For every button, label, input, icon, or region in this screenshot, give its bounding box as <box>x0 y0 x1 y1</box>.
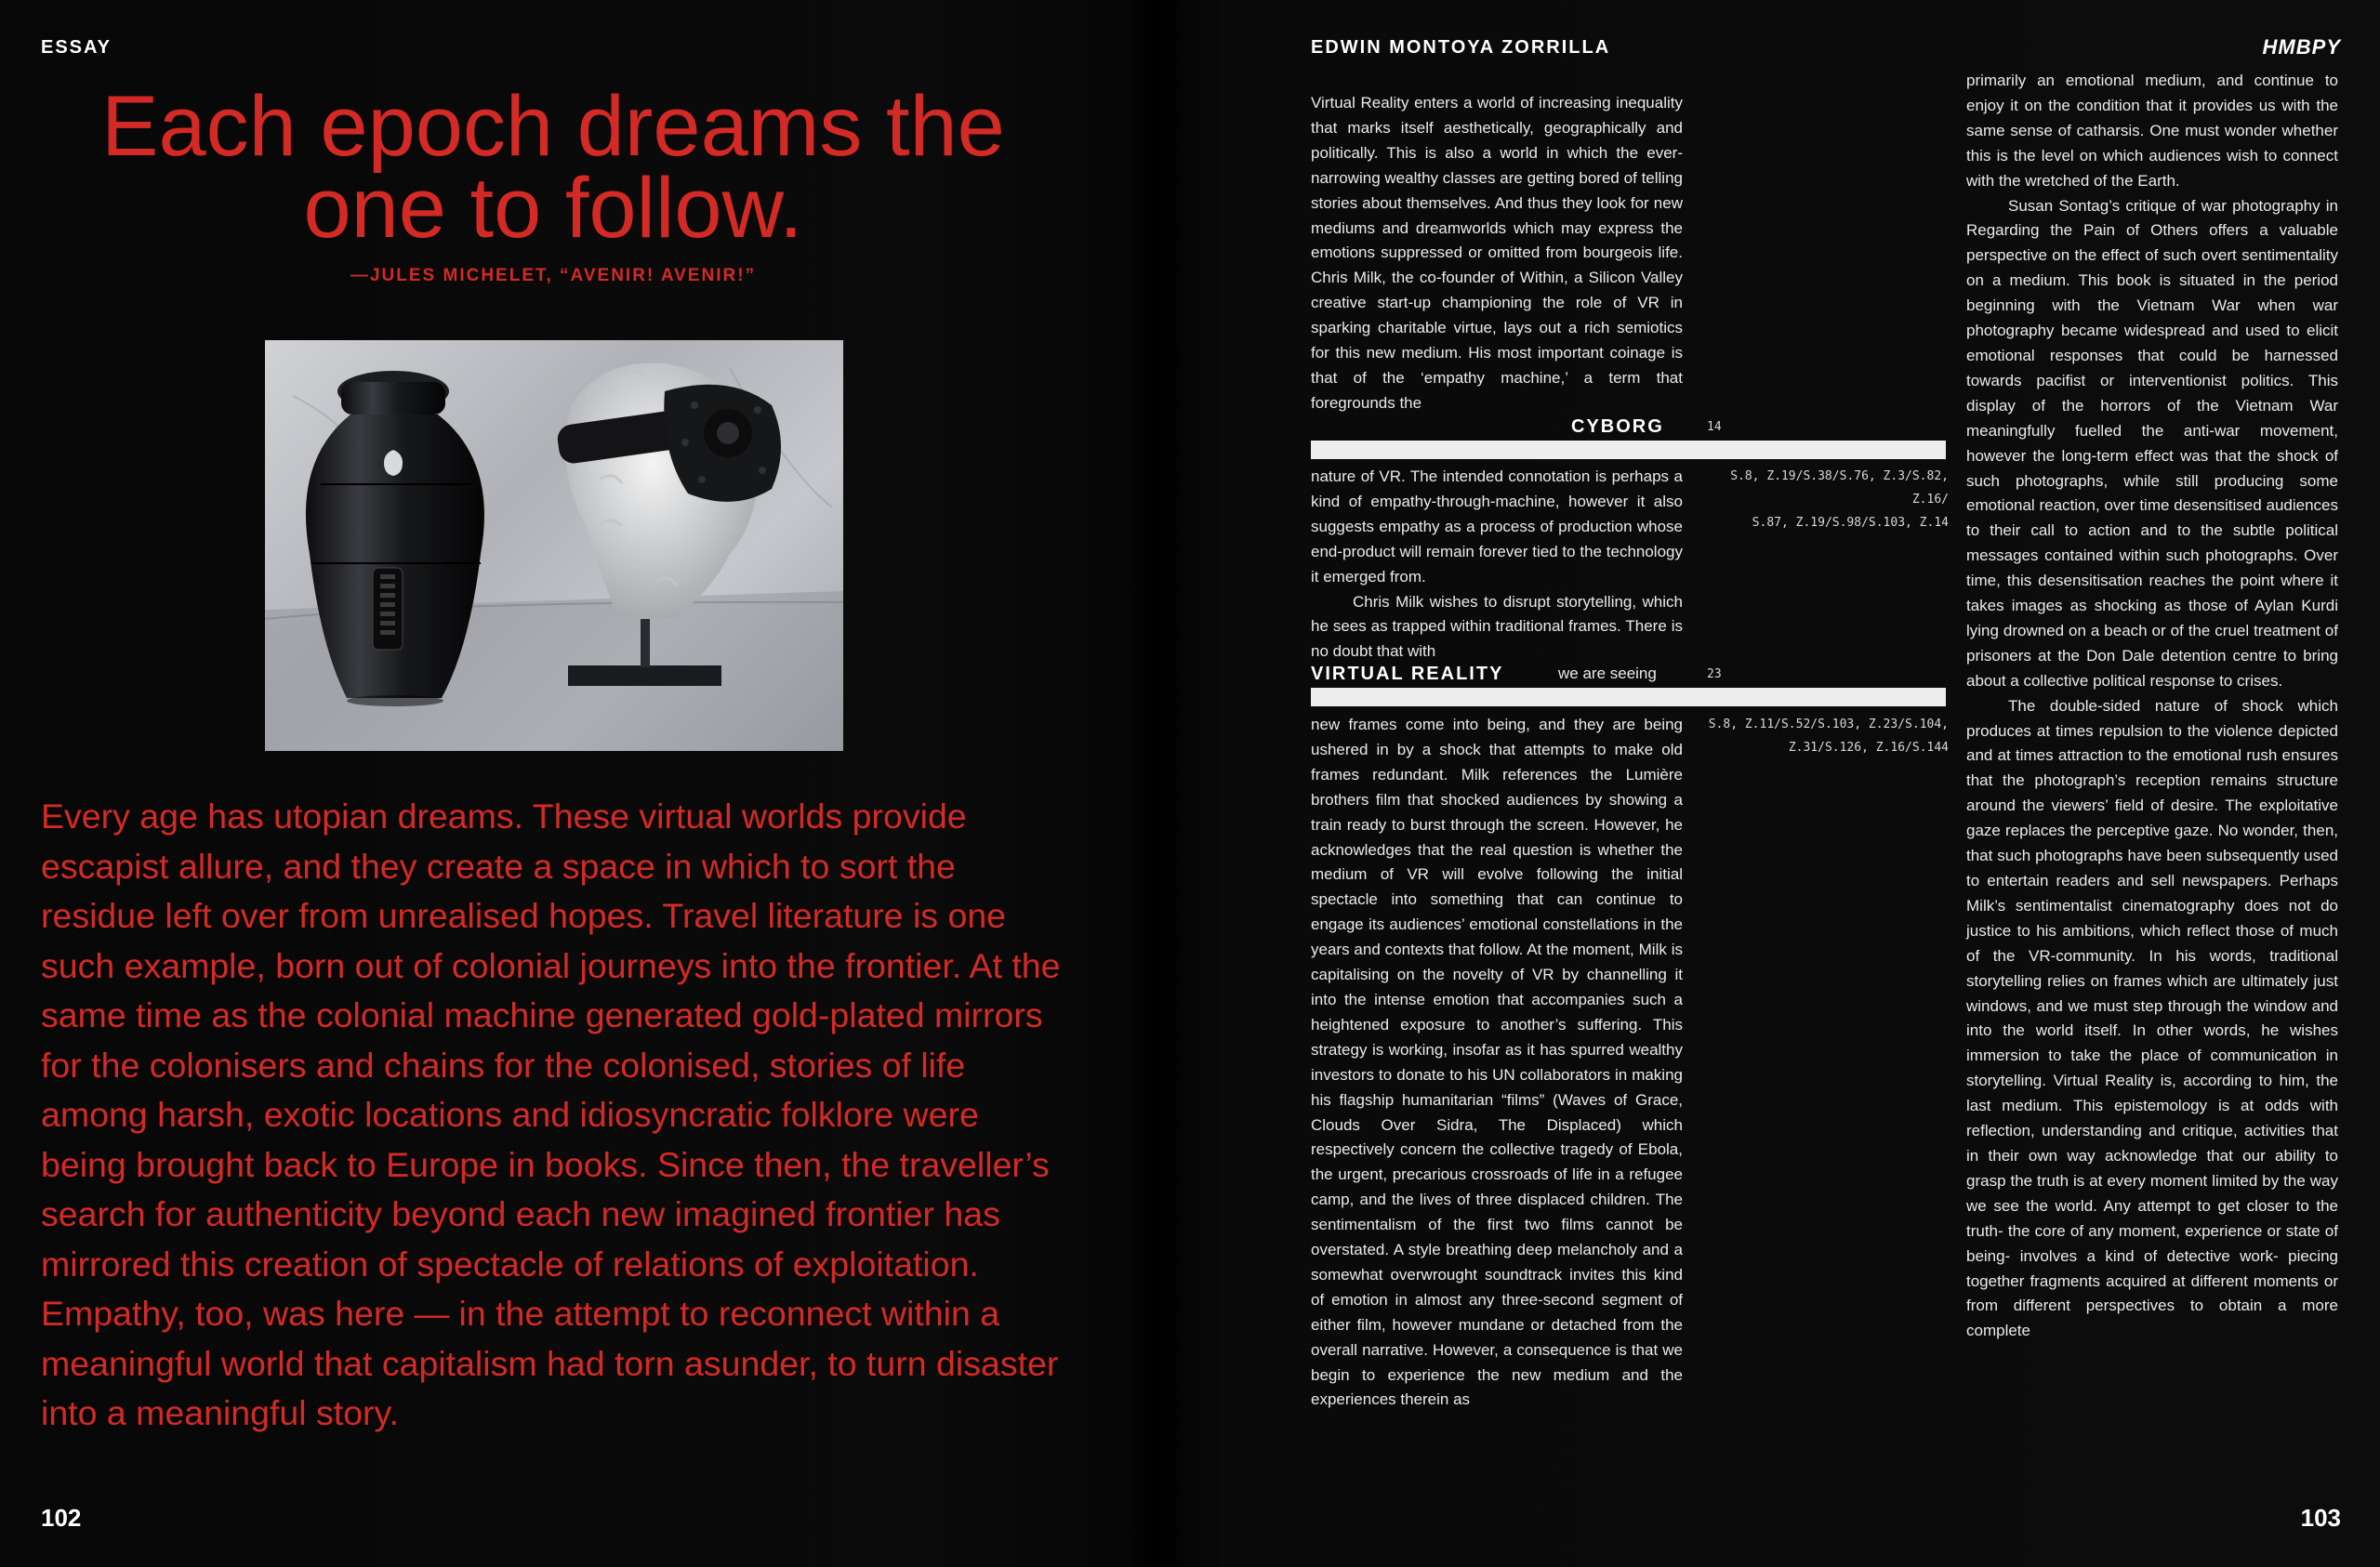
page-number-left: 102 <box>41 1504 82 1532</box>
keyword-virtual-reality: VIRTUAL REALITY <box>1311 664 1504 684</box>
paragraph: Virtual Reality enters a world of increasing inequality that marks itself aesthetically, geographically and politically. This is also a world in which the ever-narrowing wealthy classes are getting bored of telling stories about themselves. And thus they look for new mediums and dreamworlds which may express the emotions suppressed or omitted from bourgeois life. Chris Milk, the co-founder of Within, a Silicon Valley creative start-up championing the role of VR in sparking charitable virtue, lays out a rich semiotics for this new medium. His most important coinage is that of the ‘empathy machine,’ a term that foregrounds the <box>1311 94 1683 412</box>
left-page <box>0 0 1153 1567</box>
quote-attribution: —JULES MICHELET, “AVENIR! AVENIR!” <box>350 266 757 285</box>
footnote-references-1 <box>1698 465 1949 534</box>
highlight-bar-1 <box>1311 441 1946 459</box>
section-header: ESSAY <box>41 37 112 58</box>
column-1-part-c <box>1311 713 1683 1413</box>
essay-photo <box>265 340 843 751</box>
intro-paragraph: Every age has utopian dreams. These virtual worlds provide escapist allure, and they create a space in which to sort the residue left over from unrealised hopes. Travel literature is one such example, born out of colonial journeys into the frontier. At the same time as the colonial machine generated gold-plated mirrors for the colonisers and chains for the colonised, stories of life among harsh, exotic locations and idiosyncratic folklore were being brought back to Europe in books. Since then, the traveller’s search for authenticity beyond each new imagined frontier has mirrored this creation of spectacle of relations of exploitation. Empathy, too, was here — in the attempt to reconnect within a meaningful world that capitalism had torn asunder, to turn disaster into a meaningful story. <box>41 797 1061 1432</box>
magazine-logo: HMBPY <box>2262 35 2341 59</box>
paragraph: primarily an emotional medium, and continue to enjoy it on the condition that it provides us with the same sense of catharsis. One must wonder whether this is the level on which audiences wish to connect with the wretched of the Earth. <box>1966 72 2338 190</box>
title-line-1: Each epoch dreams the <box>101 79 1005 174</box>
author-name: EDWIN MONTOYA ZORRILLA <box>1311 37 1611 58</box>
paragraph: Susan Sontag’s critique of war photography in Regarding the Pain of Others offers a valuable perspective on the effect of such overt sentimentality on a medium. This book is situated in the period beginning with the Vietnam War when war photography became widespread and used to elicit emotional responses that could be harnessed towards pacifist or interventionist politics. This display of the horrors of the Vietnam War meaningfully fuelled the anti-war movement, however the long-term effect was that the shock of such photographs, while still producing some emotional reaction, over time desensitised audiences to their call to action and to the subtle political messages contained within such photographs. Over time, this desensitisation reaches the point where it takes images as shocking as those of Aylan Kurdi lying drowned on a beach or of the cruel treatment of prisoners at the Don Dale detention centre to bring about a collective political response to crises. <box>1966 196 2338 690</box>
footnote-line: S.8, Z.19/S.38/S.76, Z.3/S.82, Z.16/ <box>1730 469 1949 507</box>
footnote-line: S.8, Z.11/S.52/S.103, Z.23/S.104, <box>1708 718 1949 731</box>
column-1-part-b <box>1311 465 1683 665</box>
page-gutter <box>1125 0 1190 1567</box>
urn-and-vr-bust-illustration <box>265 340 843 751</box>
keyword-cyborg: CYBORG <box>1571 416 1664 437</box>
paragraph: nature of VR. The intended connotation is perhaps a kind of empathy-through-machine, however it also suggests empathy as a process of production whose end-product will remain forever tied to the technology it emerged from. <box>1311 467 1683 586</box>
column-1-part-a <box>1311 91 1683 416</box>
paragraph: Chris Milk wishes to disrupt storytelling, which he sees as trapped within traditional frames. There is no doubt that with <box>1311 592 1683 661</box>
highlight-bar-2 <box>1311 688 1946 706</box>
footnote-line: S.87, Z.19/S.98/S.103, Z.14 <box>1752 516 1949 530</box>
column-2 <box>1966 69 2338 1344</box>
footnote-line: Z.31/S.126, Z.16/S.144 <box>1788 741 1949 755</box>
footnote-number-14: 14 <box>1707 420 1722 434</box>
footnote-number-23: 23 <box>1707 667 1722 681</box>
keyword-trailing-text: we are seeing <box>1558 665 1657 682</box>
footnote-references-2 <box>1698 713 1949 759</box>
page-number-right: 103 <box>2300 1504 2341 1532</box>
paragraph: new frames come into being, and they are being ushered in by a shock that attempts to make old frames redundant. Milk references the Lumière brothers film that shocked audiences by showing a train ready to burst through the screen. However, he acknowledges that the real question is whether the medium of VR will evolve following the initial spectacle into something that can continue to engage its audiences’ emotional constellations in the years and contexts that follow. At the moment, Milk is capitalising on the novelty of VR by channelling it into the intense emotion that accompanies such a heightened exposure to another’s suffering. This strategy is working, insofar as it has spurred wealthy investors to donate to his UN collaborators in making his flagship humanitarian “films” (Waves of Grace, Clouds Over Sidra, The Displaced) which respectively concern the collective tragedy of Ebola, the urgent, precarious crossroads of life in a refugee camp, and the lives of three displaced children. The sentimentalism of the first two films cannot be overstated. A style breathing deep melancholy and a somewhat overwrought soundtrack invites this kind of emotion in almost any three-second segment of either film, however mundane or detached from the overall narrative. However, a consequence is that we begin to experience the new medium and the experiences therein as <box>1311 716 1683 1409</box>
title-line-2: one to follow. <box>303 161 803 256</box>
page-title <box>65 79 1041 256</box>
paragraph: The double-sided nature of shock which produces at times repulsion to the violence depicted and at times attraction to the emotional rush ensures that the photograph’s reception remains structure around the viewers’ field of desire. The exploitative gaze replaces the perceptive gaze. No wonder, then, that such photographs have been subsequently used to entertain readers and sell newspapers. Perhaps Milk’s sentimentalist cinematography does not do justice to his ambitions, which reflect those of much of the VR-community. In his words, traditional storytelling relies on frames which are ultimately just windows, and we must step through the window and into the world itself. In other words, he wishes immersion to take the place of communication in storytelling. Virtual Reality is, according to him, the last medium. This epistemology is at odds with reflection, understanding and critique, activities that in their own way acknowledge that our ability to grasp the truth is at every moment limited by the way we see the world. Any attempt to get closer to the truth- the core of any moment, experience or state of being- involves a kind of detective work- piecing together fragments acquired at different moments or from different perspectives to obtain a more complete <box>1966 696 2338 1340</box>
